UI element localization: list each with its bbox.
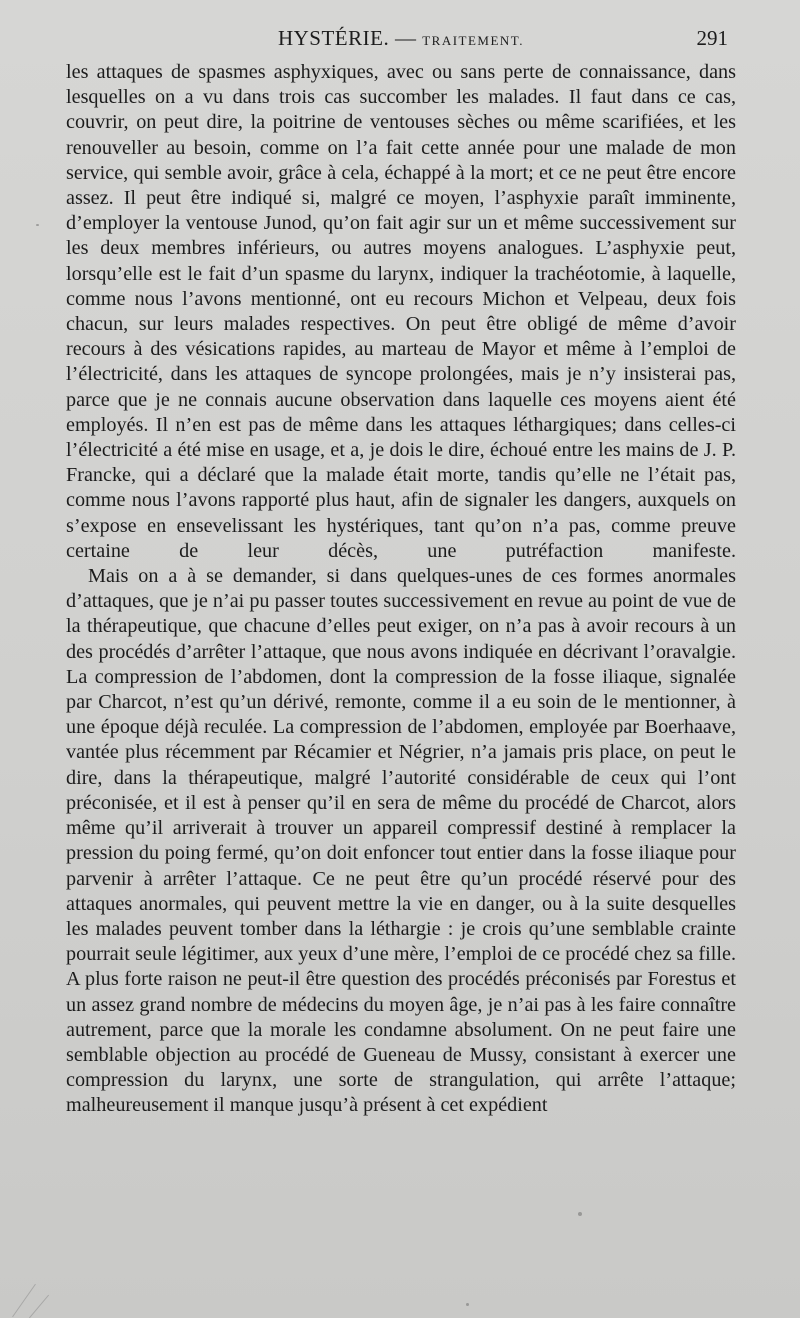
paper-speck xyxy=(466,1303,469,1306)
paragraph-1: les attaques de spasmes asphyxiques, avec ou sans perte de connaissance, dans lesquelles on a vu dans trois cas succomber les malades. Il faut dans ce cas, couvrir, on peut dire, la poitrine de ventouses sèches ou même scarifiées, et les renouveller au besoin, comme on l’a fait cette année pour une malade de mon service, qui semble avoir, grâce à cela, échappé à la mort; et ce ne peut être encore assez. Il peut être indiqué si, malgré ce moyen, l’asphyxie paraît imminente, d’employer la ventouse Junod, qu’on fait agir sur un et même successivement sur les deux membres inférieurs, ou autres moyens analogues. L’asphyxie peut, lorsqu’elle est le fait d’un spasme du larynx, indiquer la trachéotomie, à laquelle, comme nous l’avons mentionné, ont eu recours Michon et Velpeau, deux fois chacun, sur leurs malades respectives. On peut être obligé de même d’avoir recours à des vésications rapides, au marteau de Mayor et même à l’emploi de l’électricité, dans les attaques de syncope prolongées, mais je n’y insisterai pas, parce que je ne connais aucune observation dans laquelle ces moyens aient été employés. Il n’en est pas de même dans les attaques léthargiques; dans celles-ci l’électricité a été mise en usage, et a, je dois le dire, échoué entre les mains de J. P. Francke, qui a déclaré que la malade était morte, tandis qu’elle ne l’était pas, comme nous l’avons rapporté plus haut, afin de signaler les dangers, auxquels on s’expose en ensevelissant les hystériques, tant qu’on n’a pas, comme preuve certaine de leur décès, une putréfaction manifeste. xyxy=(66,61,736,562)
running-title xyxy=(66,26,736,51)
body-text xyxy=(66,60,736,1119)
running-title-main: HYSTÉRIE. xyxy=(277,26,390,50)
running-title-dash: — xyxy=(394,26,417,50)
page-number: 291 xyxy=(696,26,728,50)
paper-scratch xyxy=(29,1295,49,1318)
paper-speck xyxy=(578,1212,582,1216)
paragraph-2: Mais on a à se demander, si dans quelques-unes de ces formes anormales d’attaques, que je n’ai pu passer toutes successivement en revue au point de vue de la thérapeutique, que chacune d’elles peut exiger, on n’a pas à avoir recours à un des procédés d’arrêter l’attaque, que nous avons indiquée en décrivant l’oravalgie. La compression de l’abdomen, dont la compression de la fosse iliaque, signalée par Charcot, n’est qu’un dérivé, remonte, comme il a eu soin de le mentionner, à une époque déjà reculée. La compression de l’abdomen, employée par Boerhaave, vantée plus récemment par Récamier et Négrier, n’a jamais pris place, on peut le dire, dans la thérapeutique, malgré l’autorité considérable de ceux qui l’ont préconisée, et il est à penser qu’il en sera de même du procédé de Charcot, alors même qu’il arriverait à trouver un appareil compressif destiné à remplacer la pression du poing fermé, qu’on doit enfoncer tout entier dans la fosse iliaque pour parvenir à arrêter l’attaque. Ce ne peut être qu’un procédé réservé pour des attaques anormales, qui peuvent mettre la vie en danger, ou à la suite desquelles les malades peuvent tomber dans la léthargie : je crois qu’une semblable crainte pourrait seule légitimer, aux yeux d’une mère, l’emploi de ce procédé chez sa fille. A plus forte raison ne peut-il être question des procédés préconisés par Forestus et un assez grand nombre de médecins du moyen âge, je n’ai pas à les faire connaître autrement, parce que la morale les condamne absolument. On ne peut faire une semblable objection au procédé de Gueneau de Mussy, consistant à exercer une compression du larynx, une sorte de strangulation, qui arrête l’attaque; malheureusement il manque jusqu’à présent à cet expédient xyxy=(66,565,736,1117)
paper-speck xyxy=(36,224,39,226)
page-header xyxy=(66,26,736,56)
running-title-section: TRAITEMENT. xyxy=(422,33,525,48)
